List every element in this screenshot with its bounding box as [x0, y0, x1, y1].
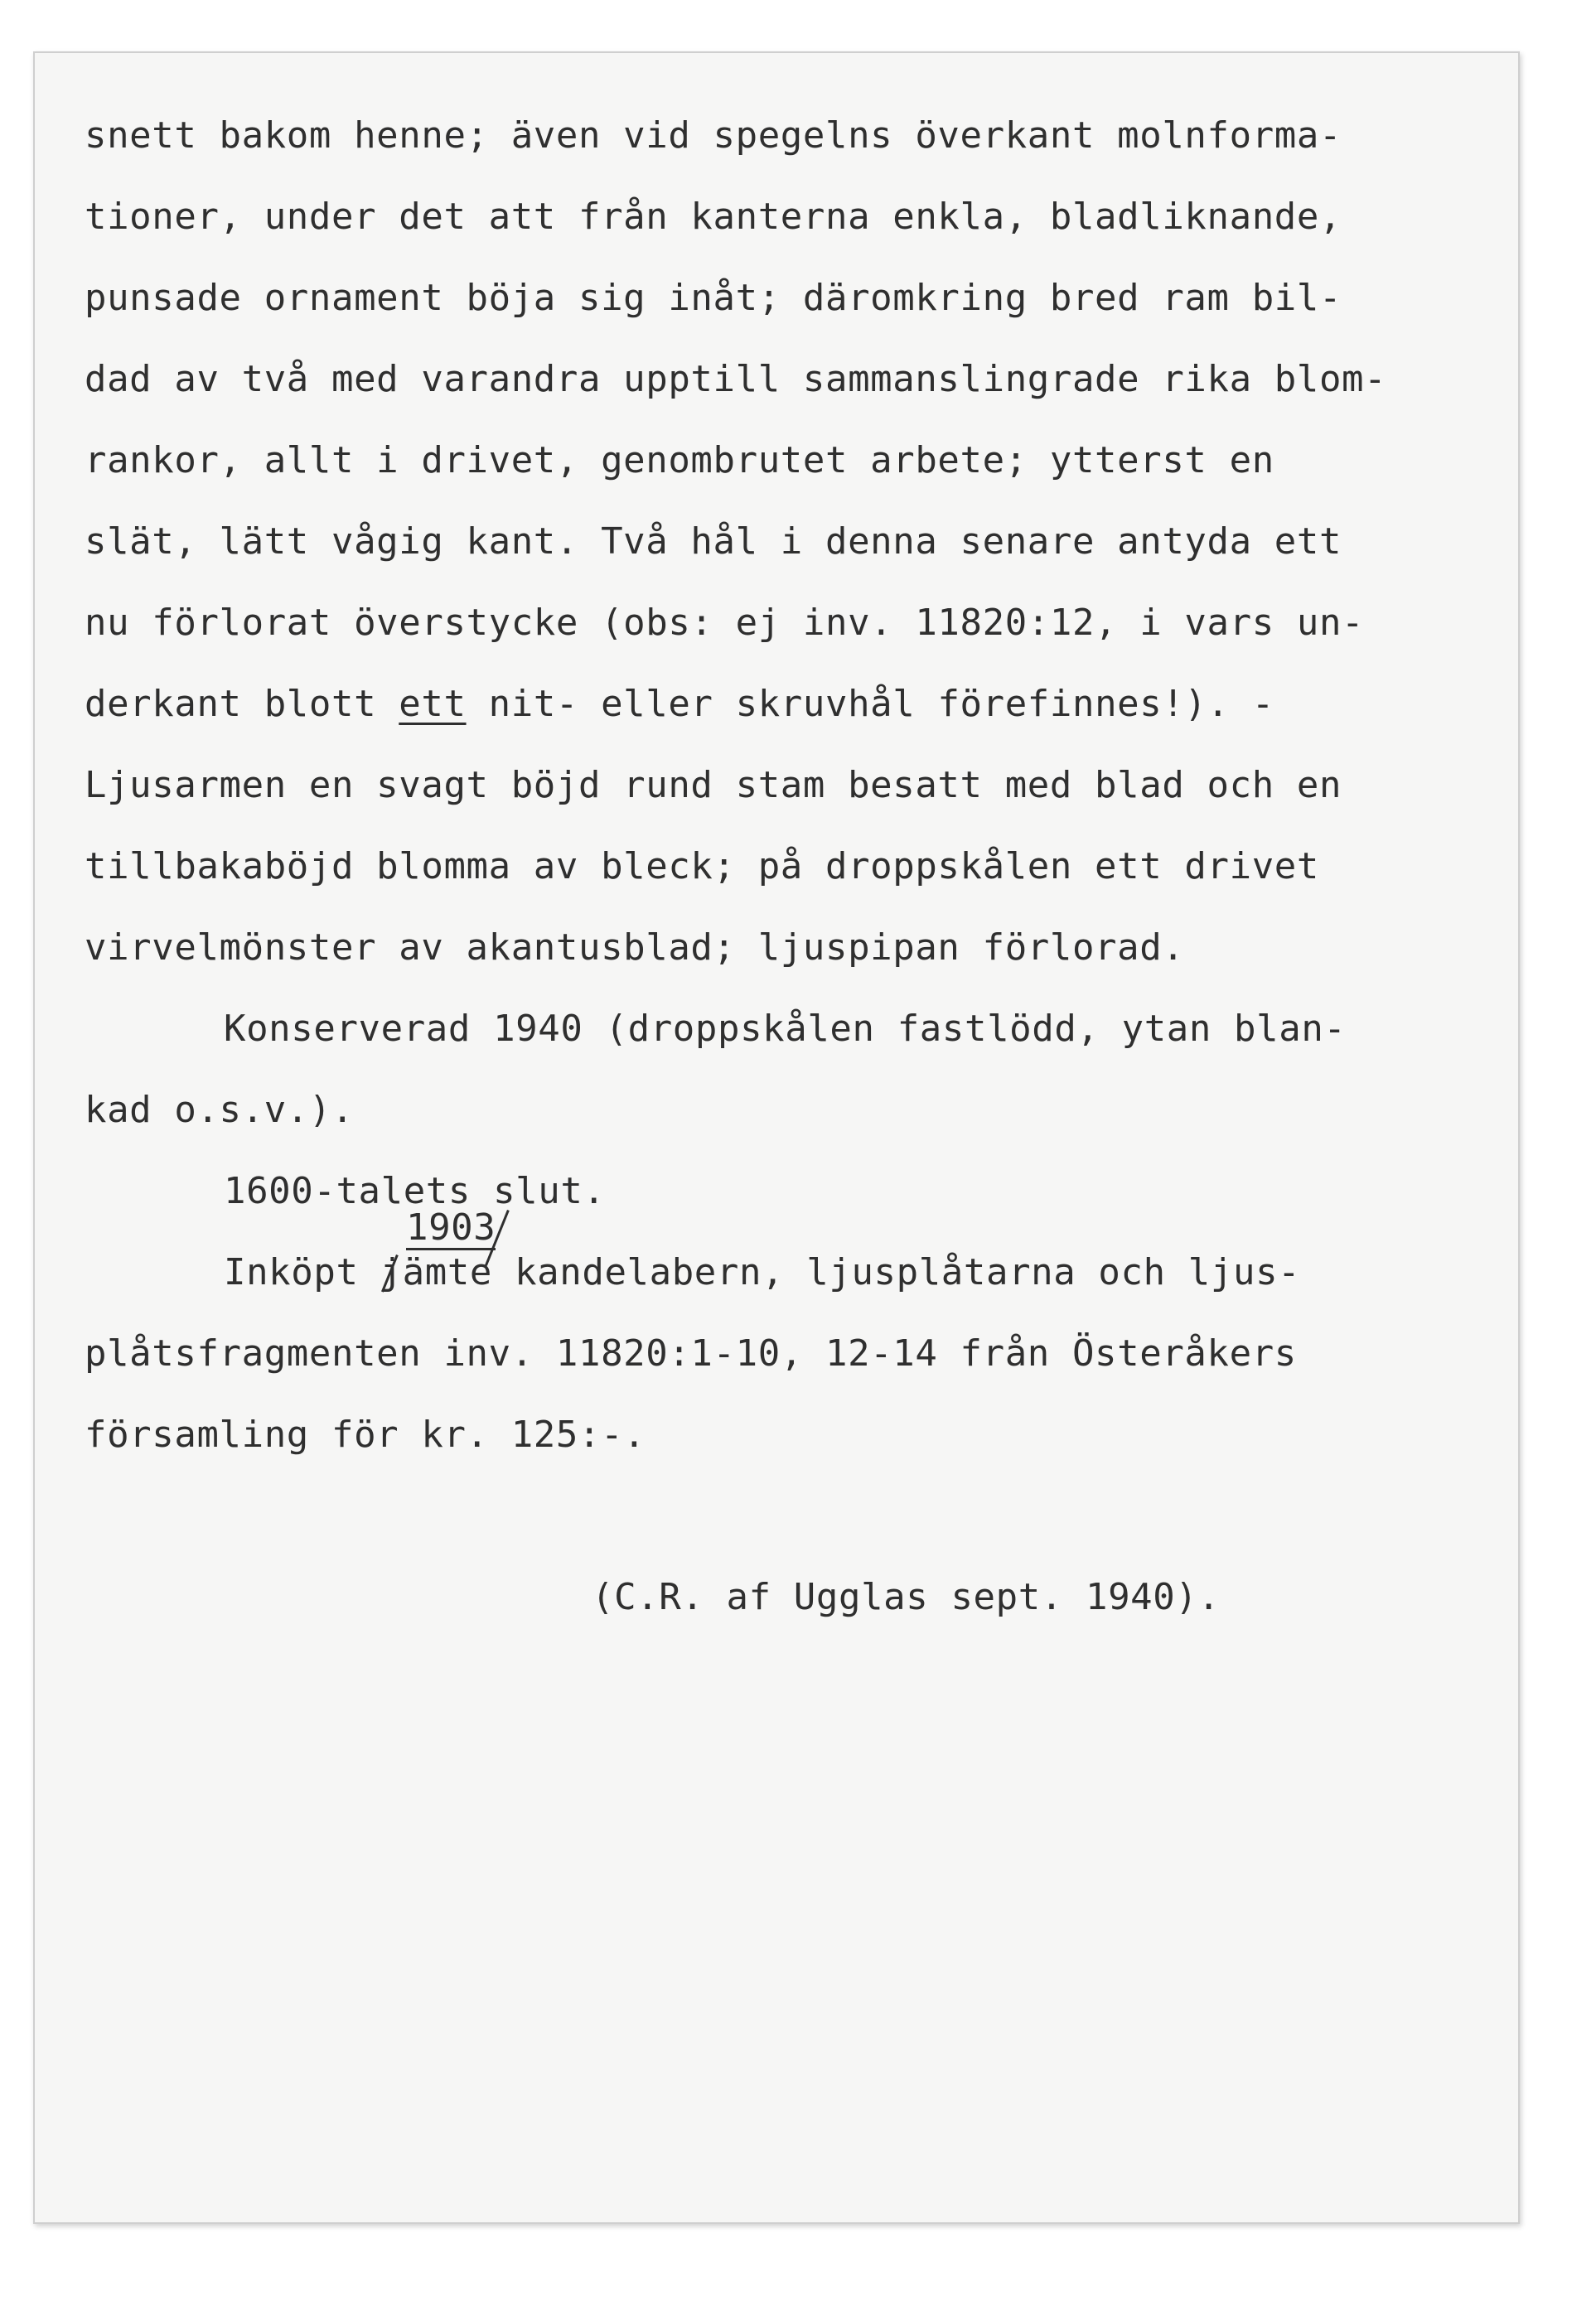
konserverad-continuation: kad o.s.v.).: [85, 1089, 355, 1131]
inkopt-line: [224, 1251, 1301, 1293]
text-line-4: dad av två med varandra upptill sammanslingrade rika blom-: [85, 358, 1387, 400]
text-line-2: tioner, under det att från kanterna enkla, bladliknande,: [85, 196, 1342, 238]
dating-line: 1600-talets slut.: [224, 1170, 606, 1212]
text-line-6: slät, lätt vågig kant. Två hål i denna senare antyda ett: [85, 520, 1342, 563]
text-line-11: virvelmönster av akantusblad; ljuspipan förlorad.: [85, 926, 1185, 969]
signature-line: (C.R. af Ugglas sept. 1940).: [592, 1576, 1221, 1618]
insertion-number: 1903: [406, 1206, 496, 1249]
inkopt-start: Inköpt: [224, 1251, 359, 1293]
inkopt-continuation-2: församling för kr. 125:-.: [85, 1414, 646, 1456]
text-line-3: punsade ornament böja sig inåt; däromkring bred ram bil-: [85, 277, 1342, 319]
konserverad-line: Konserverad 1940 (droppskålen fastlödd, ytan blan-: [224, 1008, 1347, 1050]
text-line-10: tillbakaböjd blomma av bleck; på droppskålen ett drivet: [85, 845, 1319, 887]
text-line-1: snett bakom henne; även vid spegelns överkant molnforma-: [85, 114, 1342, 157]
underlined-word: ett: [399, 683, 467, 725]
inkopt-continuation-1: plåtsfragmenten inv. 11820:1-10, 12-14 från Österåkers: [85, 1332, 1297, 1375]
document-card: [33, 51, 1520, 2224]
text-line-5: rankor, allt i drivet, genombrutet arbete; ytterst en: [85, 439, 1274, 481]
inkopt-end: jämte kandelabern, ljusplåtarna och ljus-: [380, 1251, 1301, 1293]
text-line-8: [85, 683, 1274, 725]
text-line-8-start: derkant blott: [85, 683, 399, 725]
text-line-7: nu förlorat överstycke (obs: ej inv. 11820:12, i vars un-: [85, 602, 1365, 644]
text-line-9: Ljusarmen en svagt böjd rund stam besatt med blad och en: [85, 764, 1342, 806]
text-line-8-end: nit- eller skruvhål förefinnes!). -: [466, 683, 1274, 725]
